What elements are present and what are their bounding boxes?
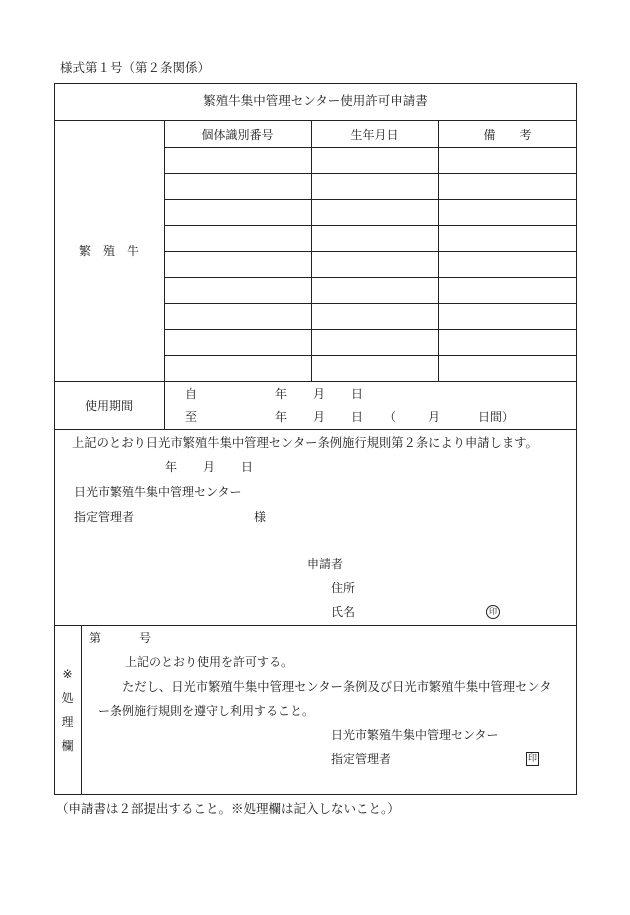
- cattle-column-divider: [311, 120, 312, 381]
- header-remarks: 備 考: [483, 128, 532, 142]
- period-to-day: 日: [351, 410, 364, 424]
- application-statement: 上記のとおり日光市繁殖牛集中管理センター条例施行規則第２条により申請します。: [72, 436, 538, 450]
- name-label: 氏名: [331, 605, 356, 619]
- cattle-row-line: [164, 225, 577, 226]
- footer-note: （申請書は２部提出すること。※処理欄は記入しないこと。）: [56, 801, 400, 816]
- permit-number-prefix: 第: [89, 631, 102, 645]
- form-number: 様式第１号（第２条関係）: [60, 60, 211, 75]
- cattle-row-line: [164, 199, 577, 200]
- application-date-day: 日: [241, 460, 254, 474]
- period-from-day: 日: [351, 387, 364, 401]
- address-label: 住所: [331, 581, 356, 595]
- period-label: 使用期間: [84, 399, 133, 413]
- cattle-label: 繁 殖 牛: [78, 244, 139, 258]
- applicant-label: 申請者: [307, 557, 344, 571]
- condition-line-1: ただし、日光市繁殖牛集中管理センター条例及び日光市繁殖牛集中管理センタ: [122, 680, 552, 694]
- cattle-header-bottom: [164, 147, 577, 148]
- addressee-honorific: 様: [254, 510, 267, 524]
- period-to: 至: [185, 410, 198, 424]
- application-date-month: 月: [203, 460, 216, 474]
- condition-line-2: ー条例施行規則を遵守し利用すること。: [98, 704, 315, 718]
- seal-square-icon: 印: [527, 754, 537, 764]
- cattle-row-line: [164, 173, 577, 174]
- processing-label-char: 欄: [61, 739, 74, 753]
- period-section-bottom: [54, 429, 577, 430]
- cattle-column-divider: [438, 120, 439, 381]
- addressee-organization: 日光市繁殖牛集中管理センター: [74, 485, 242, 499]
- header-id-number: 個体識別番号: [201, 128, 274, 142]
- application-date-year: 年: [165, 460, 178, 474]
- cattle-row-line: [164, 303, 577, 304]
- issuer-title: 指定管理者: [331, 752, 392, 766]
- issuer-organization: 日光市繁殖牛集中管理センター: [331, 728, 499, 742]
- period-to-month: 月: [313, 410, 326, 424]
- cattle-label-divider: [164, 120, 165, 381]
- period-days-month: 月: [428, 410, 441, 424]
- permit-number-suffix: 号: [139, 631, 152, 645]
- permit-text: 上記のとおり使用を許可する。: [125, 655, 294, 669]
- addressee-title: 指定管理者: [74, 510, 135, 524]
- processing-label-char: 処: [61, 691, 74, 705]
- period-from-year: 年: [275, 387, 288, 401]
- processing-label-char: 理: [61, 715, 74, 729]
- header-birth-date: 生年月日: [350, 128, 399, 142]
- cattle-row-line: [164, 251, 577, 252]
- form-title: 繁殖牛集中管理センター使用許可申請書: [203, 93, 428, 108]
- seal-circle-icon: 印: [486, 605, 500, 619]
- period-label-divider: [164, 381, 165, 429]
- cattle-row-line: [164, 355, 577, 356]
- cattle-row-line: [164, 329, 577, 330]
- processing-mark: ※: [62, 667, 73, 681]
- period-from-month: 月: [313, 387, 326, 401]
- period-from: 自: [185, 387, 198, 401]
- period-to-year: 年: [275, 410, 288, 424]
- title-row-bottom: [54, 120, 577, 121]
- application-section-bottom: [54, 625, 577, 626]
- period-days-open: （: [384, 410, 397, 424]
- period-days-close: 日間）: [478, 410, 515, 424]
- processing-label-divider: [81, 625, 82, 795]
- cattle-row-line: [164, 277, 577, 278]
- cattle-section-bottom: [54, 381, 577, 382]
